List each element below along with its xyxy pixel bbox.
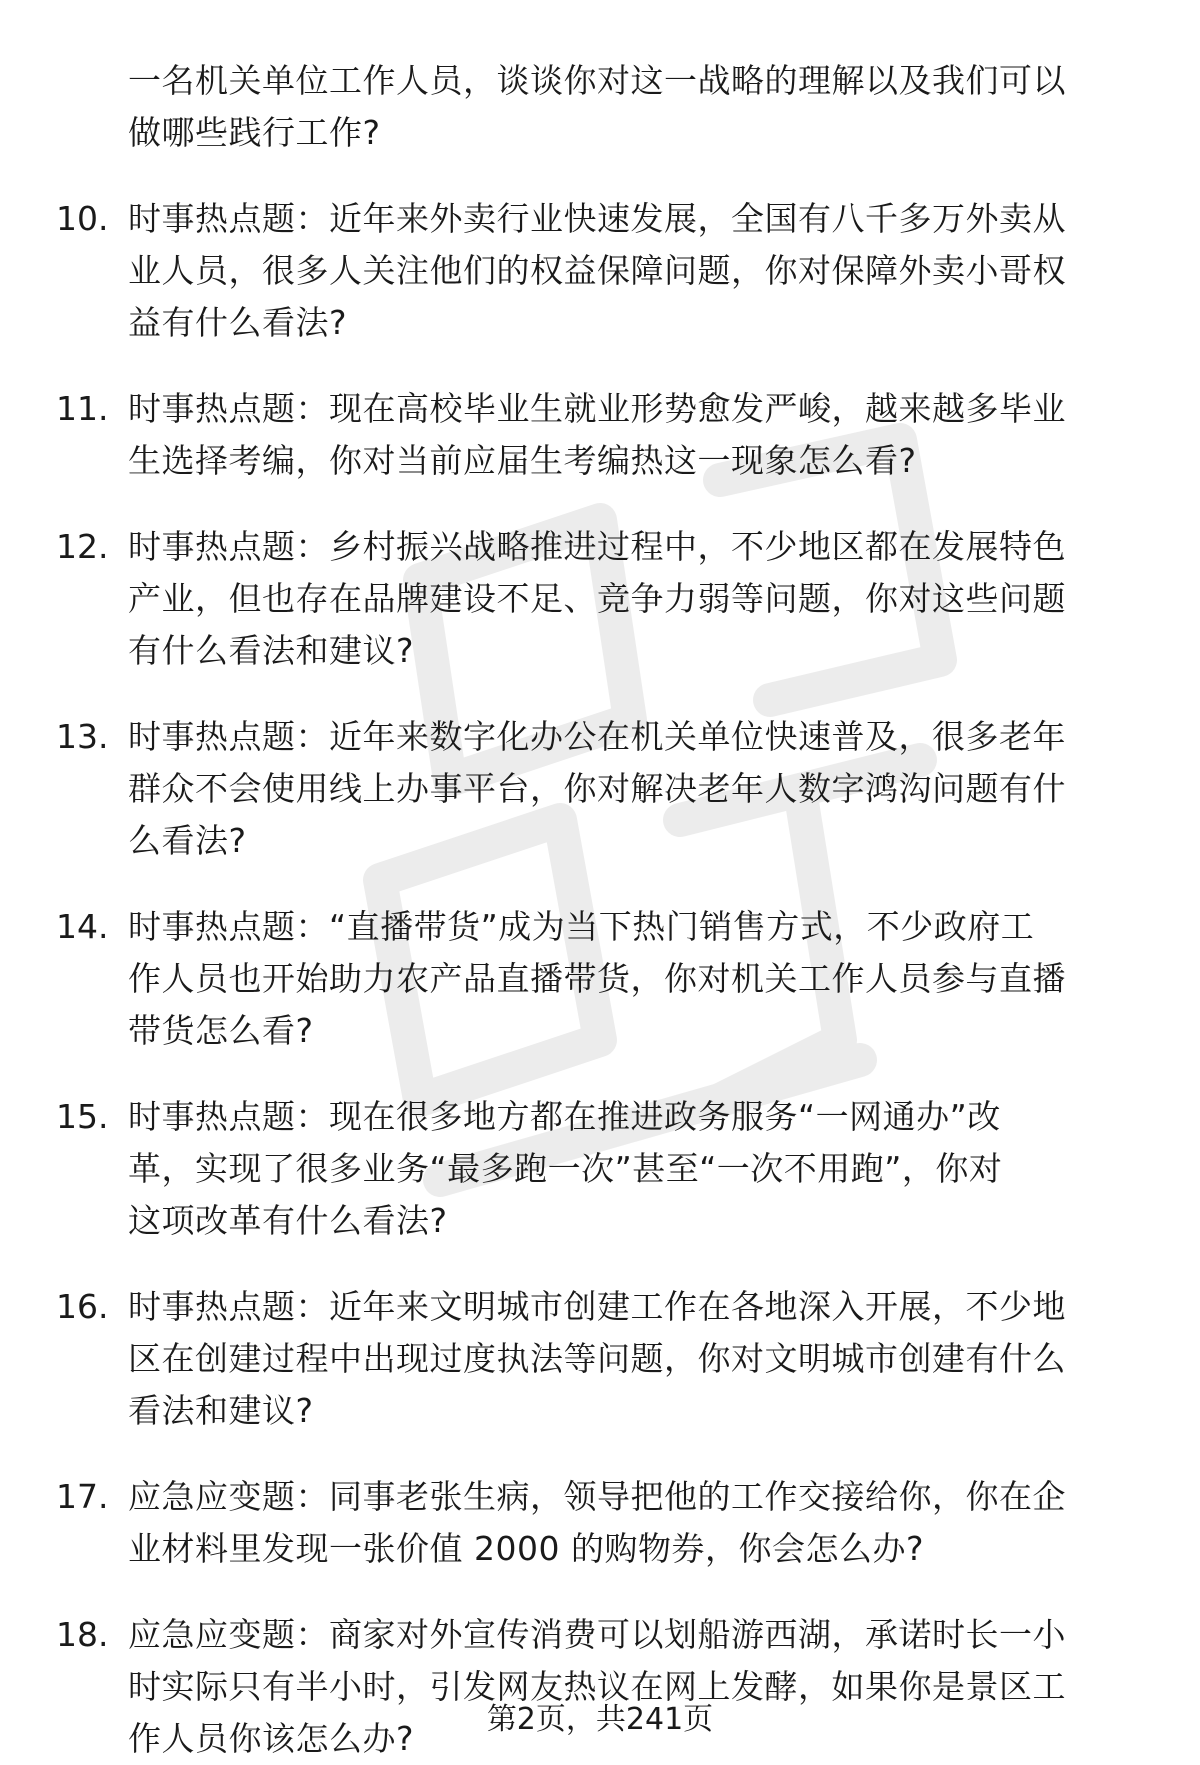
question-number: 16. [56,1287,109,1326]
question-item [56,1281,1146,1437]
question-text [128,1471,1146,1575]
text-line: 区在创建过程中出现过度执法等问题，你对文明城市创建有什么 [128,1339,1066,1378]
text-line: 时事热点题：现在高校毕业生就业形势愈发严峻，越来越多毕业 [128,389,1066,428]
text-line: 益有什么看法? [128,303,348,342]
question-number: 18. [56,1615,109,1654]
question-number: 12. [56,527,109,566]
question-text [128,383,1146,487]
text-line: 革，实现了很多业务“最多跑一次”甚至“一次不用跑”，你对 [128,1149,1003,1188]
text-line: 应急应变题：商家对外宣传消费可以划船游西湖，承诺时长一小 [128,1615,1066,1654]
text-line: 产业，但也存在品牌建设不足、竞争力弱等问题，你对这些问题 [128,579,1066,618]
question-number: 15. [56,1097,109,1136]
text-line: 时事热点题：近年来数字化办公在机关单位快速普及，很多老年 [128,717,1066,756]
question-text [128,1091,1146,1247]
question-text [128,1609,1146,1765]
question-item [56,711,1146,867]
question-item [56,1471,1146,1575]
question-number: 13. [56,717,109,756]
question-item [56,901,1146,1057]
question-item [56,193,1146,349]
question-number: 11. [56,389,109,428]
text-line: 业材料里发现一张价值 2000 的购物券，你会怎么办? [128,1529,924,1568]
text-line: 时事热点题：近年来外卖行业快速发展，全国有八千多万外卖从 [128,199,1066,238]
text-line: 业人员，很多人关注他们的权益保障问题，你对保障外卖小哥权 [128,251,1066,290]
text-line: 作人员你该怎么办? [128,1719,415,1758]
question-text [128,1281,1146,1437]
text-line: 时事热点题：现在很多地方都在推进政务服务“一网通办”改 [128,1097,1001,1136]
text-line: 一名机关单位工作人员，谈谈你对这一战略的理解以及我们可以 [128,61,1066,100]
text-line: 生选择考编，你对当前应届生考编热这一现象怎么看? [128,441,917,480]
question-text [128,521,1146,677]
question-text [128,901,1146,1057]
question-number: 10. [56,199,109,238]
text-line: 看法和建议? [128,1391,314,1430]
text-line: 群众不会使用线上办事平台，你对解决老年人数字鸿沟问题有什 [128,769,1066,808]
page-number: 第2页，共241页 [486,1702,714,1737]
text-line: 时事热点题：“直播带货”成为当下热门销售方式，不少政府工 [128,907,1035,946]
question-item [56,383,1146,487]
text-line: 时事热点题：乡村振兴战略推进过程中，不少地区都在发展特色 [128,527,1066,566]
text-line: 做哪些践行工作? [128,113,381,152]
question-item [56,521,1146,677]
question-item [56,1091,1146,1247]
question-number: 17. [56,1477,109,1516]
continued-paragraph [56,55,1146,159]
question-item [56,1609,1146,1765]
question-number: 14. [56,907,109,946]
text-line: 应急应变题：同事老张生病，领导把他的工作交接给你，你在企 [128,1477,1066,1516]
text-line: 带货怎么看? [128,1011,314,1050]
question-list [56,55,1146,1765]
text-line: 这项改革有什么看法? [128,1201,448,1240]
text-line: 么看法? [128,821,247,860]
text-line: 时实际只有半小时，引发网友热议在网上发酵，如果你是景区工 [128,1667,1066,1706]
text-line: 有什么看法和建议? [128,631,415,670]
question-text [128,711,1146,867]
text-line: 作人员也开始助力农产品直播带货，你对机关工作人员参与直播 [128,959,1066,998]
text-line: 时事热点题：近年来文明城市创建工作在各地深入开展，不少地 [128,1287,1066,1326]
question-text [128,193,1146,349]
